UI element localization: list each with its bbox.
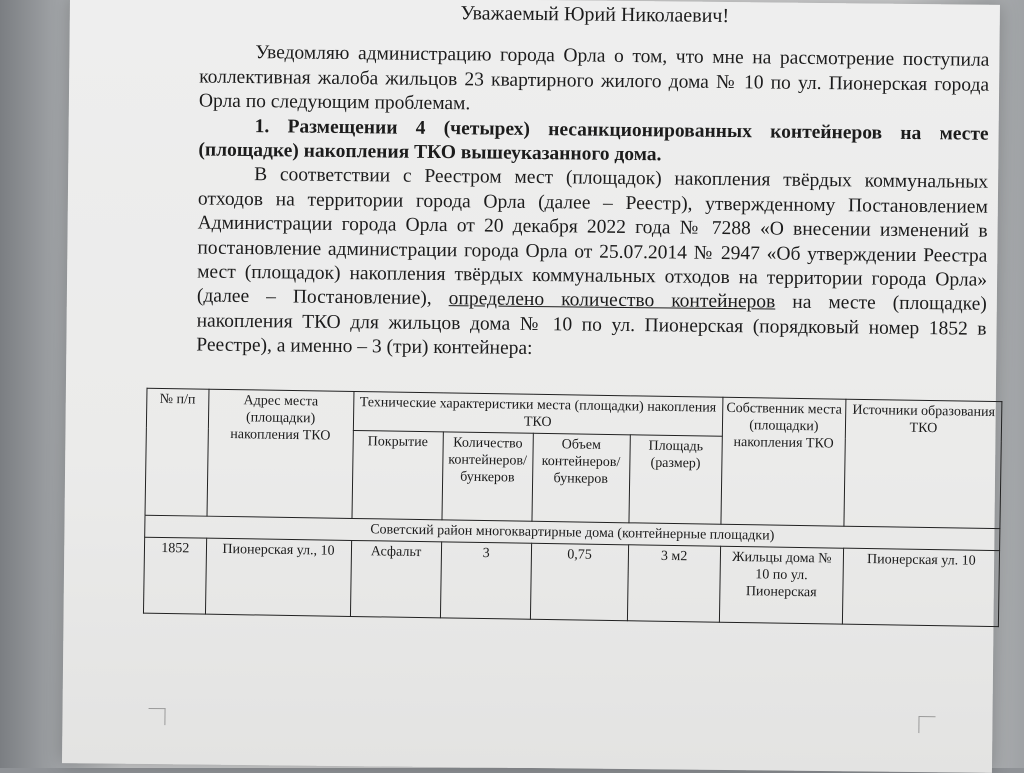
paragraph-registry: [196, 163, 988, 367]
header-coverage: Покрытие: [352, 430, 443, 519]
header-volume: Объем контейнеров/ бункеров: [532, 433, 630, 523]
paragraph-registry-text-a: В соответствии с Реестром мест (площадок) накопления твёрдых коммунальных отходов на территории города Орла (далее – Реестр), утвержденному Постановлением Администрации города Орла от 20 декабря 2022 года № 7288 «О внесении изменений в постановление администрации города Орла от 25.07.2014 № 2947 «Об утверждении Реестра мест (площадок) накопления твёрдых коммунальных отходов на территории города Орла» (далее – Постановление),: [196, 164, 989, 310]
paragraph-registry-text-b: на месте (площадке) накопления ТКО для жильцов дома № 10 по ул. Пионерская (порядковый номер 1852 в Реестре), а именно – 3 (три) контейнера:: [196, 292, 987, 360]
header-count: Количество контейнеров/ бункеров: [442, 432, 533, 521]
header-num: № п/п: [145, 388, 209, 516]
page-corner-mark-left: [148, 708, 165, 725]
registry-table: [143, 388, 1002, 627]
document-page: [62, 0, 1000, 773]
item-1: 1. Размещении 4 (четырех) несанкционированных контейнеров на месте (площадке) накопления ТКО вышеуказанного дома.: [198, 115, 989, 166]
cell-owner: Жильцы дома № 10 по ул. Пионерская: [719, 546, 843, 624]
cell-volume: 0,75: [530, 543, 628, 621]
cell-count: 3: [440, 542, 531, 619]
header-owner: Собственник места (площадки) накопления ТКО: [721, 397, 846, 526]
header-tech: Технические характеристики места (площадки) накопления ТКО: [353, 391, 723, 436]
salutation: Уважаемый Юрий Николаевич!: [460, 2, 730, 28]
header-address: Адрес места (площадки) накопления ТКО: [207, 389, 354, 518]
cell-sources: Пионерская ул. 10: [842, 548, 999, 626]
document-body: [196, 0, 990, 366]
section-title: Советский район многоквартирные дома (контейнерные площадки): [145, 515, 1000, 550]
cell-coverage: Асфальт: [350, 540, 441, 617]
table-header-row: [146, 388, 1002, 440]
cell-num: 1852: [143, 537, 206, 614]
table-row: [143, 537, 999, 626]
paragraph-registry-underlined: определено количество контейнеров: [448, 288, 776, 314]
cell-area: 3 м2: [627, 545, 721, 622]
header-sources: Источники образования ТКО: [844, 399, 1002, 528]
paragraph-intro: Уведомляю администрацию города Орла о том, что мне на рассмотрение поступила коллективная жалоба жильцов 23 квартирного жилого дома № 10 по ул. Пионерская города Орла по следующим проблемам.: [198, 42, 990, 115]
page-corner-mark-right: [918, 716, 935, 733]
header-area: Площадь (размер): [628, 435, 722, 524]
cell-address: Пионерская ул., 10: [205, 538, 351, 616]
